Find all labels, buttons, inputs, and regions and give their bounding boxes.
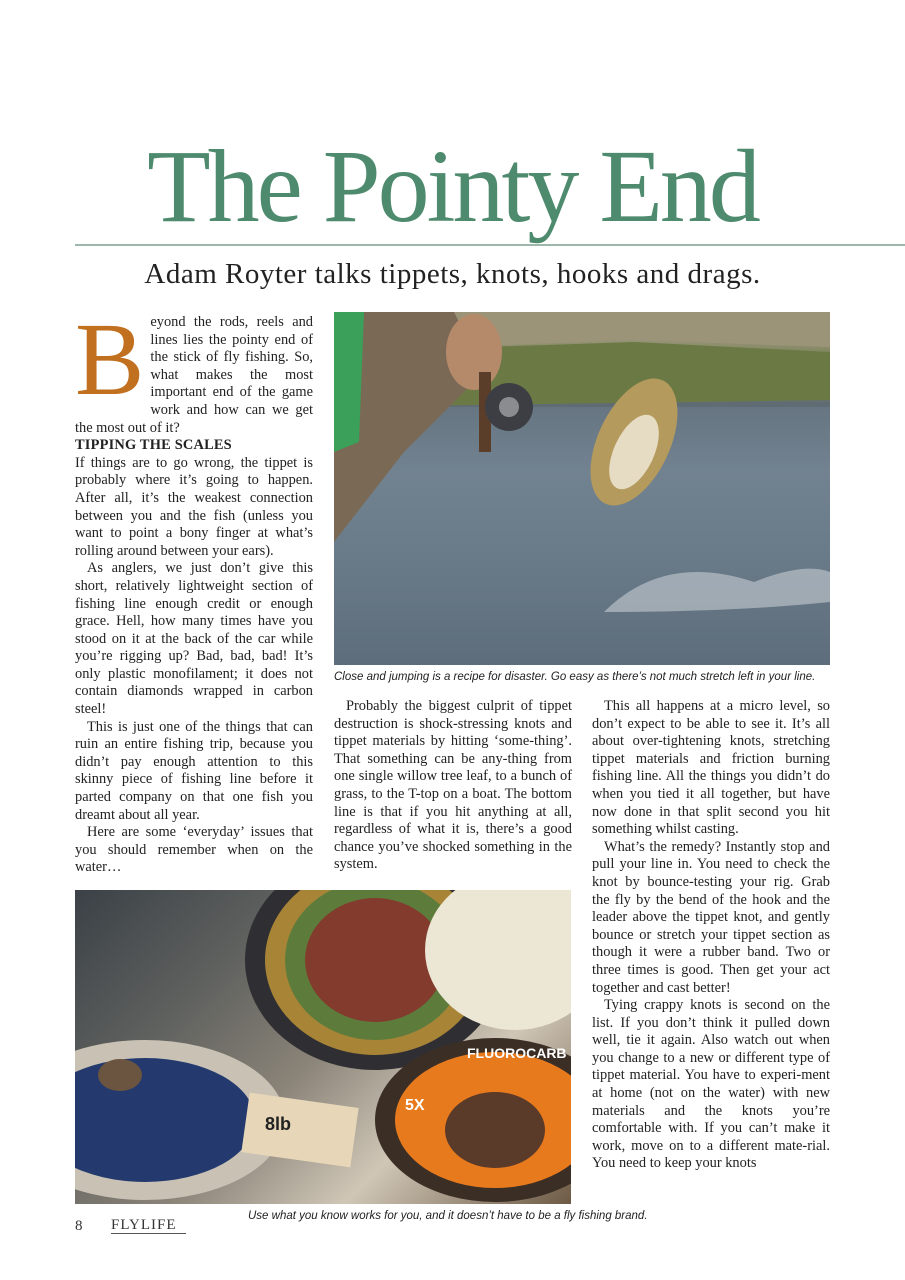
body-paragraph: If things are to go wrong, the tippet is probably where it’s going to happen. After all, it’s the weakest connection between you and the fish (unless you want to point a bony finger at what’s rolling around between your ears).: [75, 454, 313, 559]
body-paragraph: What’s the remedy? Instantly stop and pull your line in. You need to check the knot by bounce-testing your rig. Grab the fly by the bend of the hook and the leader above the tippet knot, and gently bounce or stretch your tippet section as though it were a rubber band. Two or three times is good. Then get your act together and cast better!: [592, 838, 830, 996]
brand-underline: [111, 1233, 186, 1234]
column-3: [592, 698, 830, 1173]
body-paragraph: This is just one of the things that can ruin an entire fishing trip, because you didn’t pay enough attention to this skinny piece of fishing line before it parted company on that one fish you dreamt about all year.: [75, 718, 313, 823]
drop-cap: B: [75, 302, 145, 417]
article-subtitle: Adam Royter talks tippets, knots, hooks and drags.: [144, 258, 761, 290]
spool-label: 5X: [405, 1097, 425, 1114]
tippet-spools-photo: [75, 890, 571, 1204]
body-paragraph: As anglers, we just don’t give this short, relatively lightweight section of fishing line enough credit or enough grace. Hell, how many times have you stood on it at the back of the car while you’re rigging up? Bad, bad, bad! It’s only plastic monofilament; it does not contain diamonds wrapped in carbon steel!: [75, 560, 313, 718]
tippet-spools-illustration: [75, 890, 571, 1204]
spool-label: FLUOROCARB: [467, 1045, 567, 1061]
body-paragraph: Tying crappy knots is second on the list. If you don’t think it pulled down well, tie it again. Also watch out when you change to a new or different type of tippet material. You have to experi-ment at home (not on the water) with new materials and the knots you’re comfortable with. If you can’t make it work, move on to a different mate-rial. You need to keep your knots: [592, 997, 830, 1172]
column-2: [334, 698, 572, 874]
body-paragraph: Here are some ‘everyday’ issues that you should remember when on the water…: [75, 824, 313, 876]
column-1: [75, 302, 313, 877]
page-number: 8: [75, 1218, 83, 1234]
magazine-brand: FLYLIFE: [111, 1217, 177, 1233]
intro-paragraph: eyond the rods, reels and lines lies the pointy end of the stick of fly fishing. So, what makes the most important end of the game work and how can we get the most out of it?: [75, 314, 313, 436]
spool-label: 8lb: [265, 1114, 292, 1134]
fish-jumping-illustration: [334, 312, 830, 665]
photo-caption-2: Use what you know works for you, and it doesn’t have to be a fly fishing brand.: [248, 1210, 648, 1222]
photo-caption-1: Close and jumping is a recipe for disaster. Go easy as there’s not much stretch left in your line.: [334, 671, 816, 683]
body-paragraph: This all happens at a micro level, so don’t expect to be able to see it. It’s all about over-tightening knots, stretching tippet materials and friction burning fishing line. All the things you didn’t do when you tied it all together, but have now done in that split second you hit something whilst casting.: [592, 698, 830, 838]
fish-jumping-photo: [334, 312, 830, 665]
article-title: The Pointy End: [147, 129, 758, 244]
title-divider: [75, 244, 905, 246]
section-heading: TIPPING THE SCALES: [75, 437, 232, 454]
body-paragraph: Probably the biggest culprit of tippet destruction is shock-stressing knots and tippet materials by hitting ‘some-thing’. That something can be any-thing from one single willow tree leaf, to a bunch of grass, to the T-top on a boat. The bottom line is that if you hit anything at all, regardless of what it is, there’s a good chance you’ve shocked something in the system.: [334, 698, 572, 873]
